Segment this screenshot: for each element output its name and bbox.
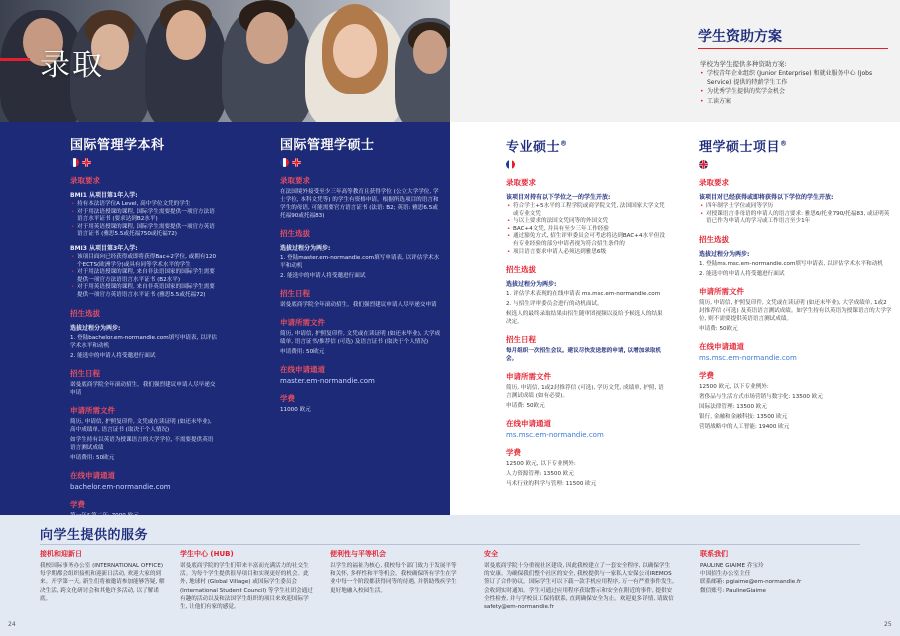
column-msc <box>675 122 900 515</box>
service-text: 诺曼底商学院的学生们带来丰富而充满活力的社交生活。为每个学生提供很导项目和实现更好的机会。此外, 地球村 (Global Village) 或国际学生委员会 (International Student Council) 等学生社团会通过有趣的活动以及和法国学生组织的项目来欢迎国际学生, 让他们有家的感觉。 <box>180 563 313 611</box>
body-text: 马术行业的科学与管理: 11500 欧元 <box>506 481 597 488</box>
column-title: 国际管理学硕士 <box>280 138 375 153</box>
column-title: 专业硕士® <box>506 139 568 155</box>
aid-title: 学生资助方案 <box>698 29 782 45</box>
uk-flag-icon <box>82 158 91 167</box>
requirements-list <box>70 201 217 239</box>
body-text: 1. 评估学术表现的在线申请表 ms.msc.em-normandie.com <box>506 291 661 298</box>
column-bachelor <box>0 122 225 515</box>
service-text: 我校国际事务办公室 (INTERNATIONAL OFFICE) 每学期都会组织接机和迎新日活动, 欢迎大家的到来。开学第一天, 新生们将被邀请参加能够答疑, 解决生活, 跨文化研讨会和其他许多活动, 以了解诺底。 <box>40 563 165 602</box>
student-figure <box>305 8 405 130</box>
list-item: • 对于用英语授课的课程, 来自非英语国家的国际学生需要提供一项官方英语语言水平证书 (雅思5.5或托福72) <box>70 284 217 299</box>
body-text: 每月组织一次招生会议。建议尽快发送您的申请, 以增加录取机会。 <box>506 348 662 363</box>
list-item: • 对于用法语授课的课程, 来自非法语国家的国际学生需要提供一项官方法语语言水平证书 (B2水平) <box>70 269 217 284</box>
services-divider <box>40 544 860 545</box>
language-flags <box>70 158 217 167</box>
students-photo <box>0 0 450 122</box>
sub-heading: BMI3 从项目第3年入学: <box>70 244 138 252</box>
body-text: 诺曼底商学院全年滚动招生。我们强烈建议申请人尽早递交申请 <box>70 381 216 396</box>
body-text: 简历, 申请信, 护照复印件, 文凭或在读证明 (如还未毕业), 高中成绩单, 语言证书 (取决于个人情况) <box>70 418 212 433</box>
body-text: 2. 能选中的申请人将受邀进行面试 <box>699 270 785 277</box>
service-hub <box>180 549 314 611</box>
section-heading: 学费 <box>70 499 85 509</box>
body-text: 如学生持有以英语为授课语言的大学学位, 不需要提供英语语言测试成绩 <box>70 436 214 451</box>
sub-heading: 选拔过程分为两步: <box>280 245 331 252</box>
body-text: 12500 欧元, 以下专业例外: <box>699 383 769 390</box>
column-title: 理学硕士项目® <box>699 139 788 155</box>
section-heading: 申请所需文件 <box>506 372 551 382</box>
section-heading: 录取要求 <box>699 178 729 187</box>
section-heading: 录取要求 <box>280 176 310 185</box>
body-text: 营销战略中的人工智能: 19400 欧元 <box>699 423 790 430</box>
list-item: • 四年制学士学位或同等学历 <box>699 203 892 211</box>
body-text: 奢侈品与生活方式市场营销与数字化: 13500 欧元 <box>699 393 823 400</box>
body-text: 11000 欧元 <box>280 407 311 413</box>
application-link[interactable]: ms.msc.em-normandie.com <box>699 353 797 362</box>
language-flags <box>506 160 667 169</box>
section-heading: 在线申请通道 <box>280 365 325 374</box>
french-flag-icon <box>280 158 289 167</box>
requirements-list <box>506 203 667 256</box>
sub-heading: BMI1 从项目第1年入学: <box>70 192 138 199</box>
body-text: 2. 与招生评审委员会进行的动机面试。 <box>506 301 603 308</box>
list-item: • 对于用英语授课的课程, 国际学生需要提供一项官方英语语言证书 (雅思5.5或托福750或托福72) <box>70 224 217 239</box>
list-item: • 通过豁免方式, 招生评审委员会可考虑将达到BAC+4水平但没有专业经验的部分申请者视为符合招生条件的 <box>506 233 667 248</box>
section-heading: 招生选拔 <box>70 308 100 318</box>
list-item: • 与以上要求的法国文凭同等的外国文凭 <box>506 218 667 226</box>
list-item: • 为优秀学生提供的奖学金机会 <box>700 88 890 97</box>
section-heading: 申请所需文件 <box>699 286 744 296</box>
section-heading: 学费 <box>506 448 521 458</box>
section-heading: 学费 <box>280 394 295 403</box>
section-heading: 录取要求 <box>506 178 536 187</box>
accent-bar <box>0 58 30 61</box>
page-title: 录取 <box>40 48 104 83</box>
column-specialised-masters <box>450 122 675 515</box>
financial-aid-panel <box>450 0 900 122</box>
sub-heading: 选拔过程分为两步: <box>699 250 750 258</box>
service-heading: 联系我们 <box>700 550 728 558</box>
uk-flag-icon <box>699 160 708 169</box>
section-heading: 学费 <box>699 370 714 380</box>
service-heading: 安全 <box>484 550 498 558</box>
section-heading: 申请所需文件 <box>280 318 325 327</box>
aid-intro: 学校为学生提供多种资助方案: <box>700 60 787 68</box>
section-heading: 招生日程 <box>506 335 536 345</box>
list-item: • 项目语言要求申请人必须达到雅思6级 <box>506 249 667 257</box>
language-flags <box>699 160 892 169</box>
section-heading: 招生选拔 <box>280 229 310 238</box>
list-item: • 学校青年企业组织 (Junior Enterprise) 和就业服务中心 (Jobs Service) 提供的特薪学生工作 <box>700 70 890 87</box>
uk-flag-icon <box>292 158 301 167</box>
application-link[interactable]: bachelor.em-normandie.com <box>70 482 171 491</box>
service-welcome <box>40 549 168 603</box>
french-flag-icon <box>506 160 515 169</box>
sub-heading: 选拔过程分为两步: <box>506 281 557 289</box>
body-text: 1. 登陆bachelor.em-normandie.com填写申请表, 以评估学术水平和动机 <box>70 334 217 349</box>
list-item: • 符合学士+5水平的工程学院或商学院文凭, 法国国家大学文凭或专业文凭 <box>506 203 667 218</box>
body-text: 简历, 申请信, 护照复印件, 文凭或在读证明 (如还未毕业), 大学成绩单, 语言证书/推荐信 (可选) 及语言证书 (取决于个人情况) <box>280 331 441 345</box>
page-number-left: 24 <box>8 621 16 628</box>
list-item: • BAC+4文凭, 并具有至少三年工作经验 <box>506 226 667 234</box>
section-heading: 在线申请通道 <box>699 341 744 351</box>
sub-heading: 该项目对已经获得或即将获得以下学位的学生开放: <box>699 194 834 201</box>
requirements-list <box>699 203 892 226</box>
sub-heading: 选拔过程分为两步: <box>70 324 121 332</box>
body-text: 申请费: 50欧元 <box>506 403 545 410</box>
service-safety <box>484 549 674 611</box>
list-item: • 对授课语言非母语的申请人的语言要求: 雅思6/托业790/托福83, 或证明英语已作为申请人的学习或工作语言至少1年 <box>699 211 892 226</box>
body-text: 诺曼底商学院全年滚动招生。我们强烈建议申请人尽早递交申请 <box>280 302 437 308</box>
list-item: • 该项目面向已经获得或即将获得Bac+2学位, 或拥有120个ECTS(欧洲学分)或具有同等学术水平的学生 <box>70 254 217 269</box>
sub-heading: 该项目对持有以下学位之一的学生开放: <box>506 194 611 201</box>
section-heading: 在线申请通道 <box>506 419 551 429</box>
service-heading: 学生中心 (HUB) <box>180 550 234 558</box>
list-item: • 工读方案 <box>700 98 890 107</box>
column-masters <box>225 122 450 515</box>
service-text: 诺曼底商学院十分重视社区建设, 因此我校建立了一套安全程序, 以确保学生的安康。为确保我们整个社区的安全, 我校提供与一家私人安保公司IREMOS签订了合作协议。国际学生可以下载一款手机应用程序, 万一有严重事件发生, 会收到实时通知。学生可通过应用程序获取警示和安全在附近的事件, 提供安全性检查, 并与学校员工保持联系, 直到确保安全为止。欢迎更多详情, 请致信safety@em-normandie.fr <box>484 563 674 611</box>
services-title: 向学生提供的服务 <box>40 528 149 543</box>
aid-divider <box>698 48 888 49</box>
service-heading: 便利性与平等机会 <box>330 550 386 558</box>
service-accessibility <box>330 549 460 595</box>
french-flag-icon <box>70 158 79 167</box>
body-text: 1. 登陆ms.msc.em-normandie.com填写申请表, 以评估学术水平和动机 <box>699 260 883 267</box>
body-text: 候选人的最终录取结果由招生随审团视频以及给予候选人的结果决定。 <box>506 311 663 326</box>
body-text: 简历, 申请信, 1或2封推荐信 (可选), 学历文凭, 成绩单, 护照, 语言测试成绩 (如有必要)。 <box>506 385 664 400</box>
body-text: 12500 欧元, 以下专业例外: <box>506 461 576 468</box>
column-title: 国际管理学本科 <box>70 138 165 153</box>
student-services-band <box>0 515 900 636</box>
aid-list <box>700 70 890 107</box>
body-text: 银行, 金融和金融科技: 13500 欧元 <box>699 413 788 420</box>
body-text: 简历, 申请信, 护照复印件, 文凭或在读证明 (如还未毕业), 大学成绩单, 1或2封推荐信 (可选) 及英语语言测试成绩。如学生持有以英语为授课语言的大学学位, 则不需要提供英语语言测试成绩。 <box>699 299 892 322</box>
body-text: 申请费用: 50欧元 <box>280 349 325 355</box>
body-text: 1. 登陆master.em-normandie.com填写申请表, 以评估学术水平和动机 <box>280 255 440 269</box>
section-heading: 招生日程 <box>70 368 100 378</box>
contact-text: PAULINE GIAIME 乔宝玲 中国招生办公室主任 联系邮箱: pgiaime@em-normandie.fr 微信账号: PaulineGiaime <box>700 563 802 594</box>
student-figure <box>222 6 312 130</box>
body-text: 2. 能选中的申请人将受邀进行面试 <box>70 352 156 359</box>
body-text: 人力资源管理: 13500 欧元 <box>506 471 574 478</box>
body-text: 2. 能选中的申请人将受邀进行面试 <box>280 273 366 279</box>
section-heading: 录取要求 <box>70 176 100 185</box>
section-heading: 招生日程 <box>280 289 310 298</box>
application-link[interactable]: master.em-normandie.com <box>280 377 375 385</box>
list-item: • 持有本法语学位A Level, 高中学位文凭的学生 <box>70 201 217 209</box>
body-text: 在法国境外接受至少三年高等教育且获得学位 (公立大学学位, 学士学位, 本科文凭等) 的学生有资格申请。根据所选项目的语言和学生的母语, 可能需要官方语言证书 (法语: B2; 英语: 雅思6.5或托福90或托福83) <box>280 189 439 219</box>
list-item: • 对于用法语授课的课程, 国际学生需要提供一项官方法语语言水平证书 (要求达到B2水平) <box>70 209 217 224</box>
student-figure <box>145 4 227 130</box>
application-link[interactable]: ms.msc.em-normandie.com <box>506 431 604 440</box>
section-heading: 招生选拔 <box>699 234 729 244</box>
section-heading: 申请所需文件 <box>70 405 115 415</box>
language-flags <box>280 158 442 167</box>
section-heading: 招生选拔 <box>506 265 536 275</box>
service-heading: 接机和迎新日 <box>40 550 82 558</box>
page-number-right: 25 <box>884 621 892 628</box>
service-contact <box>700 549 870 595</box>
body-text: 申请费: 50欧元 <box>699 325 738 332</box>
requirements-list <box>70 254 217 300</box>
body-text: 申请费用: 50欧元 <box>70 454 115 461</box>
body-text: 国际法律管理: 13500 欧元 <box>699 403 767 410</box>
service-text: 以学生的福祉为核心, 我校每个部门致力于发展平等和关怀, 多样性和平等机会。我校确保所有学生在学业中每一个阶段都获得同等的待遇, 并帮助残疾学生更好地融入校园生活。 <box>330 563 457 594</box>
section-heading: 在线申请通道 <box>70 470 115 480</box>
